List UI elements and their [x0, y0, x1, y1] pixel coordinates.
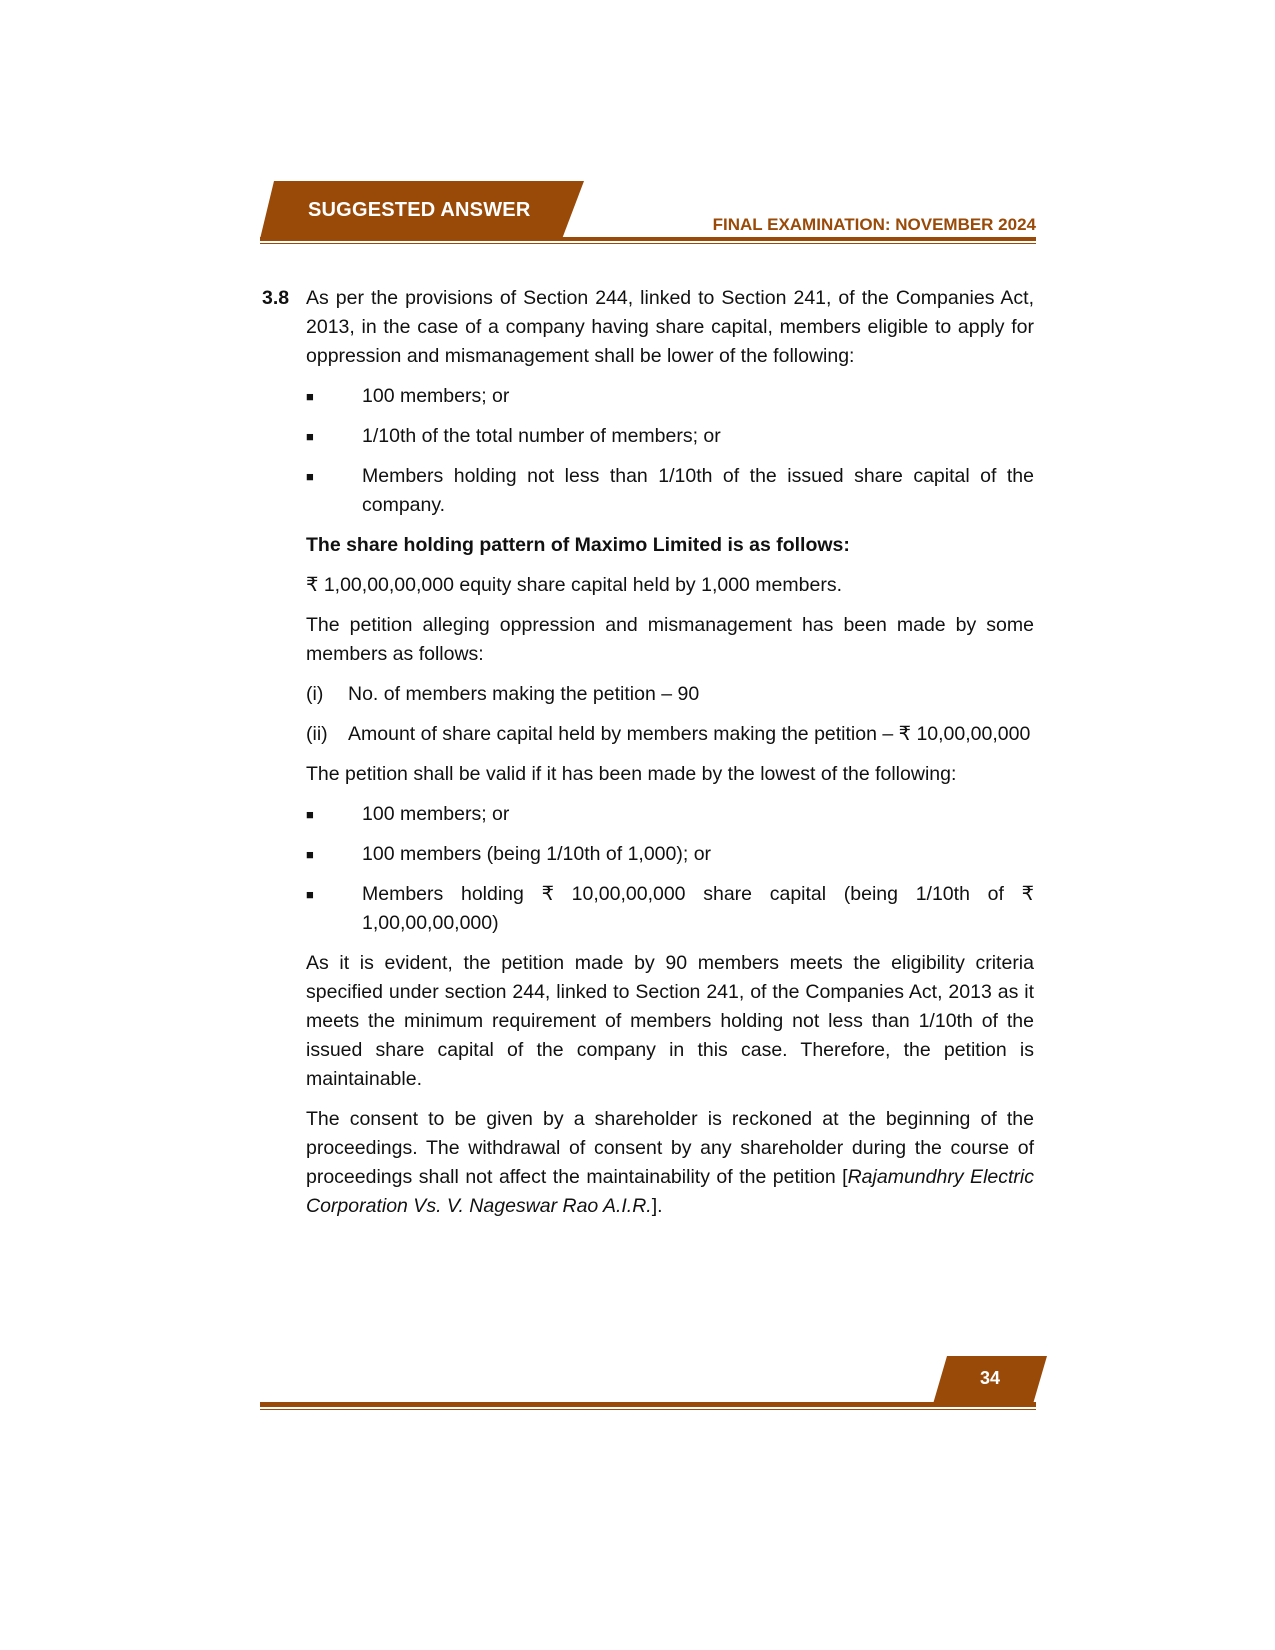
criteria-item: ■ 1/10th of the total number of members; or [306, 422, 1034, 451]
square-bullet-icon: ■ [306, 429, 314, 444]
capital-line: ₹ 1,00,00,00,000 equity share capital held by 1,000 members. [306, 574, 842, 596]
pattern-heading: The share holding pattern of Maximo Limited is as follows: [306, 534, 850, 556]
footer-rule-thin [260, 1409, 1036, 1410]
square-bullet-icon: ■ [306, 807, 314, 822]
petition-intro: The petition alleging oppression and mismanagement has been made by some members as follows: [306, 614, 1034, 665]
petition-item-number: (i) [306, 683, 324, 705]
petition-item [306, 680, 1034, 709]
conclusion-paragraph: As it is evident, the petition made by 90 members meets the eligibility criteria specified under section 244, linked to Section 241, of the Companies Act, 2013 as it meets the minimum requirement of members holding not less than 1/10th of the issued share capital of the company in this case. Therefore, the petition is maintainable. [306, 952, 1034, 1090]
petition-item-number: (ii) [306, 723, 328, 745]
petition-item-text: Amount of share capital held by members making the petition – ₹ 10,00,00,000 [348, 723, 1031, 745]
validity-item: ■ 100 members; or [306, 800, 1034, 829]
exam-title: FINAL EXAMINATION: NOVEMBER 2024 [712, 215, 1036, 234]
petition-item [306, 720, 1034, 749]
question-number: 3.8 [262, 287, 290, 309]
page-number: 34 [979, 1368, 1001, 1388]
validity-intro: The petition shall be valid if it has been made by the lowest of the following: [306, 763, 957, 785]
square-bullet-icon: ■ [306, 389, 314, 404]
square-bullet-icon: ■ [306, 847, 314, 862]
square-bullet-icon: ■ [306, 887, 314, 902]
answer-content [262, 284, 1034, 1232]
intro-paragraph: As per the provisions of Section 244, linked to Section 241, of the Companies Act, 2013, in the case of a company having share capital, members eligible to apply for oppression and mismanagement shall be lower of the following: [306, 287, 1034, 367]
validity-item: ■ Members holding ₹ 10,00,00,000 share capital (being 1/10th of ₹ 1,00,00,00,000) [306, 880, 1034, 938]
header-tab-label: SUGGESTED ANSWER [308, 199, 531, 221]
header-rule-thin [260, 243, 1036, 244]
square-bullet-icon: ■ [306, 469, 314, 484]
validity-item: ■ 100 members (being 1/10th of 1,000); or [306, 840, 1034, 869]
footer-rule [260, 1402, 1036, 1407]
header-rule [260, 237, 1036, 241]
criteria-item: ■ Members holding not less than 1/10th of the issued share capital of the company. [306, 462, 1034, 520]
petition-item-text: No. of members making the petition – 90 [348, 683, 700, 705]
case-citation: Rajamundhry Electric Corporation Vs. V. Nageswar Rao A.I.R. [306, 1166, 1034, 1217]
consent-paragraph: The consent to be given by a shareholder is reckoned at the beginning of the proceedings. The withdrawal of consent by any shareholder during the course of proceedings shall not affect the maintainability of the petition [Rajamundhry Electric Corporation Vs. V. Nageswar Rao A.I.R.]. [306, 1108, 1034, 1217]
criteria-item: ■ 100 members; or [306, 382, 1034, 411]
answer-body [306, 284, 1034, 1221]
